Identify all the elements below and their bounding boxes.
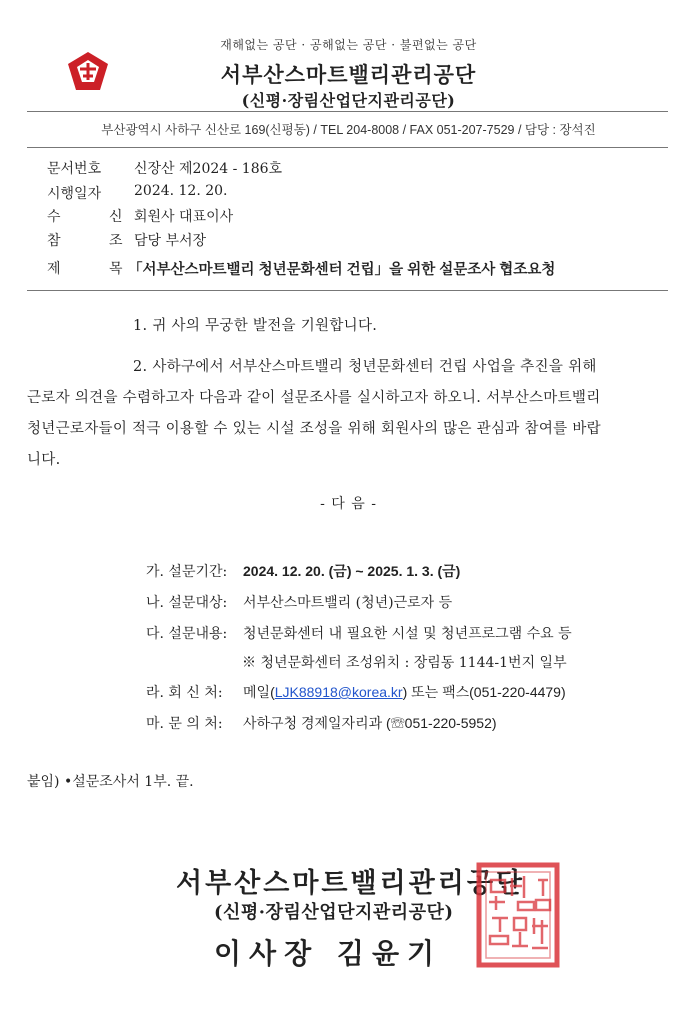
signature-org-name: 서부산스마트밸리관리공단 bbox=[176, 868, 525, 899]
inquiry-value: 사하구청 경제일자리과 (☏051-220-5952) bbox=[243, 715, 497, 731]
recipient-label: 수 신 bbox=[47, 209, 145, 225]
motto: 재해없는 공단 · 공해없는 공단 · 불편없는 공단 bbox=[220, 38, 477, 52]
address-line: 부산광역시 사하구 신산로 169(신평동) / TEL 204-8008 / FAX 051-207-7529 / 담당 : 장석진 bbox=[101, 123, 596, 137]
reply-email-prefix: 메일 bbox=[243, 684, 271, 700]
signature-org-subtitle: (신평·장림산업단지관리공단) bbox=[214, 902, 454, 923]
reference-label: 참 조 bbox=[47, 233, 145, 249]
attachment-note: 붙임) •설문조사서 1부. 끝. bbox=[27, 774, 194, 790]
paragraph-2-line-3: 청년근로자들이 적극 이용할 수 있는 시설 조성을 위해 회원사의 많은 관심과 참여를 바랍 bbox=[27, 421, 601, 437]
issue-date-label: 시행일자 bbox=[47, 186, 102, 202]
site-location-note: ※ 청년문화센터 조성위치 : 장림동 1144-1번지 일부 bbox=[242, 655, 567, 671]
reply-to-value: 메일(LJK88918@korea.kr) 또는 팩스(051-220-4479) bbox=[243, 684, 566, 700]
survey-period-value: 2024. 12. 20. (금) ~ 2025. 1. 3. (금) bbox=[243, 563, 461, 579]
survey-target-label: 나. 설문대상: bbox=[146, 595, 228, 611]
address-divider bbox=[27, 147, 668, 148]
paragraph-2-line-1: 2. 사하구에서 서부산스마트밸리 청년문화센터 건립 사업을 추진을 위해 bbox=[133, 359, 597, 375]
subject-label: 제 목 bbox=[47, 261, 145, 277]
header-divider bbox=[27, 111, 668, 112]
survey-content-value: 청년문화센터 내 필요한 시설 및 청년프로그램 수요 등 bbox=[243, 626, 572, 642]
signature-title-name: 이사장 김윤기 bbox=[214, 937, 443, 970]
paragraph-2-line-2: 근로자 의견을 수렴하고자 다음과 같이 설문조사를 실시하고자 하오니. 서부산스마트밸리 bbox=[27, 390, 601, 406]
org-subtitle: (신평·장림산업단지관리공단) bbox=[241, 91, 456, 110]
reply-email-link[interactable]: LJK88918@korea.kr bbox=[274, 684, 403, 700]
reply-to-label: 라. 회 신 처: bbox=[146, 685, 223, 701]
meta-divider bbox=[27, 290, 668, 291]
official-seal-icon bbox=[476, 862, 560, 968]
doc-number-value: 신장산 제2024 - 186호 bbox=[134, 161, 283, 177]
doc-number-label: 문서번호 bbox=[47, 161, 102, 177]
issue-date-value: 2024. 12. 20. bbox=[134, 183, 228, 199]
reply-fax-text: 또는 팩스(051-220-4479) bbox=[407, 684, 566, 700]
survey-target-value: 서부산스마트밸리 (청년)근로자 등 bbox=[243, 595, 453, 611]
survey-content-label: 다. 설문내용: bbox=[146, 626, 228, 642]
recipient-value: 회원사 대표이사 bbox=[134, 209, 234, 225]
subject-value: 「서부산스마트밸리 청년문화센터 건립」을 위한 설문조사 협조요청 bbox=[128, 262, 556, 278]
survey-period-label: 가. 설문기간: bbox=[146, 564, 228, 580]
paragraph-2-line-4: 니다. bbox=[27, 452, 61, 468]
org-name: 서부산스마트밸리관리공단 bbox=[220, 62, 477, 87]
paragraph-1: 1. 귀 사의 무궁한 발전을 기원합니다. bbox=[133, 318, 378, 334]
inquiry-label: 마. 문 의 처: bbox=[146, 716, 223, 732]
dado-heading: - 다 음 - bbox=[320, 496, 377, 512]
reference-value: 담당 부서장 bbox=[134, 233, 207, 249]
